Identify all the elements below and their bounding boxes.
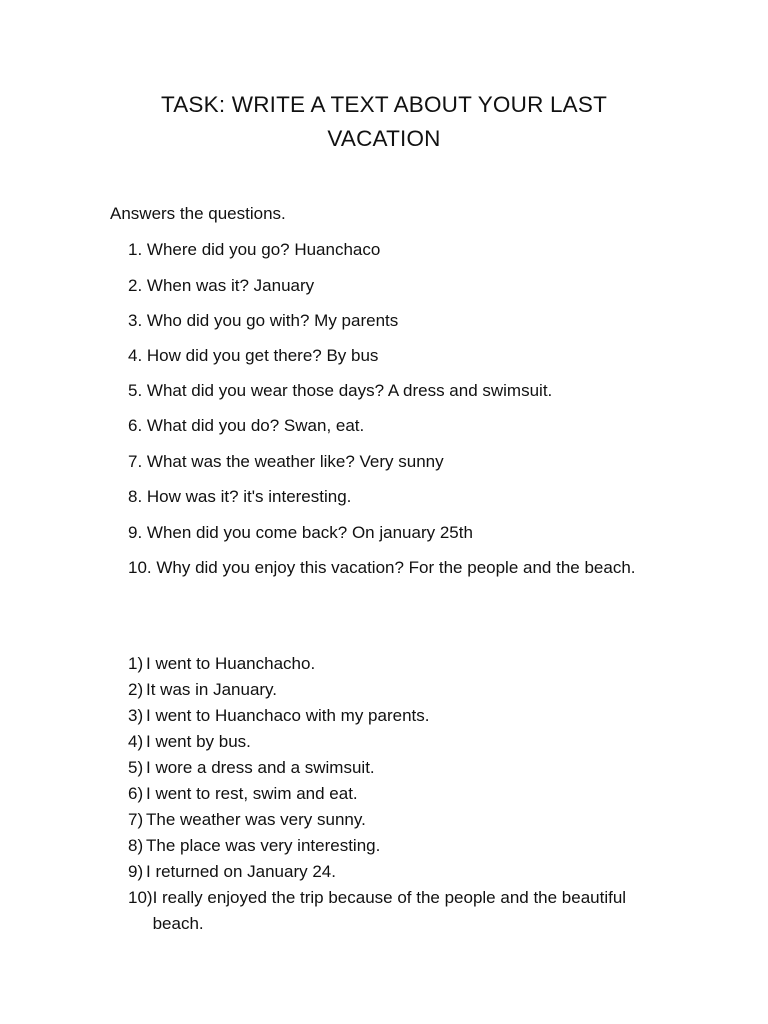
title-line-1: TASK: WRITE A TEXT ABOUT YOUR LAST (160, 92, 608, 117)
answer-text: I returned on January 24. (146, 862, 336, 881)
title-line-2: VACATION (327, 126, 441, 151)
page-title (0, 88, 768, 156)
question-item: 7. What was the weather like? Very sunny (128, 452, 444, 471)
answer-item (128, 703, 648, 729)
answer-item (128, 729, 648, 755)
question-item: 2. When was it? January (128, 276, 315, 295)
answer-item (128, 859, 648, 885)
answer-number: 3) (128, 706, 144, 725)
answer-item (128, 885, 648, 937)
question-item: 3. Who did you go with? My parents (128, 311, 399, 330)
answer-text: I went to rest, swim and eat. (146, 784, 358, 803)
question-item: 10. Why did you enjoy this vacation? For the people and the beach. (128, 558, 636, 577)
answer-text: It was in January. (146, 680, 278, 699)
question-item: 6. What did you do? Swan, eat. (128, 416, 365, 435)
question-item: 5. What did you wear those days? A dress and swimsuit. (128, 381, 553, 400)
answer-number: 2) (128, 680, 144, 699)
question-item: 4. How did you get there? By bus (128, 346, 379, 365)
answer-number: 1) (128, 654, 144, 673)
question-item: 9. When did you come back? On january 25th (128, 523, 473, 542)
answer-number: 5) (128, 758, 144, 777)
intro-text: Answers the questions. (110, 204, 286, 223)
answer-text: The place was very interesting. (146, 836, 381, 855)
answer-item (128, 755, 648, 781)
answers-list (128, 651, 648, 937)
answer-item (128, 807, 648, 833)
answer-text: I went to Huanchacho. (146, 654, 316, 673)
answer-number: 7) (128, 810, 144, 829)
question-item: 8. How was it? it's interesting. (128, 487, 352, 506)
answer-number: 4) (128, 732, 144, 751)
answer-number: 10) (128, 888, 153, 907)
answer-item (128, 651, 648, 677)
answer-text: The weather was very sunny. (146, 810, 366, 829)
answer-text: I went to Huanchaco with my parents. (146, 706, 430, 725)
answer-number: 8) (128, 836, 144, 855)
answer-text: I wore a dress and a swimsuit. (146, 758, 375, 777)
answer-number: 9) (128, 862, 144, 881)
answer-text: I really enjoyed the trip because of the people and the beautiful beach. (152, 888, 627, 933)
answer-item (128, 833, 648, 859)
answer-number: 6) (128, 784, 144, 803)
question-item: 1. Where did you go? Huanchaco (128, 240, 381, 259)
answer-item (128, 677, 648, 703)
answer-item (128, 781, 648, 807)
answer-text: I went by bus. (146, 732, 251, 751)
